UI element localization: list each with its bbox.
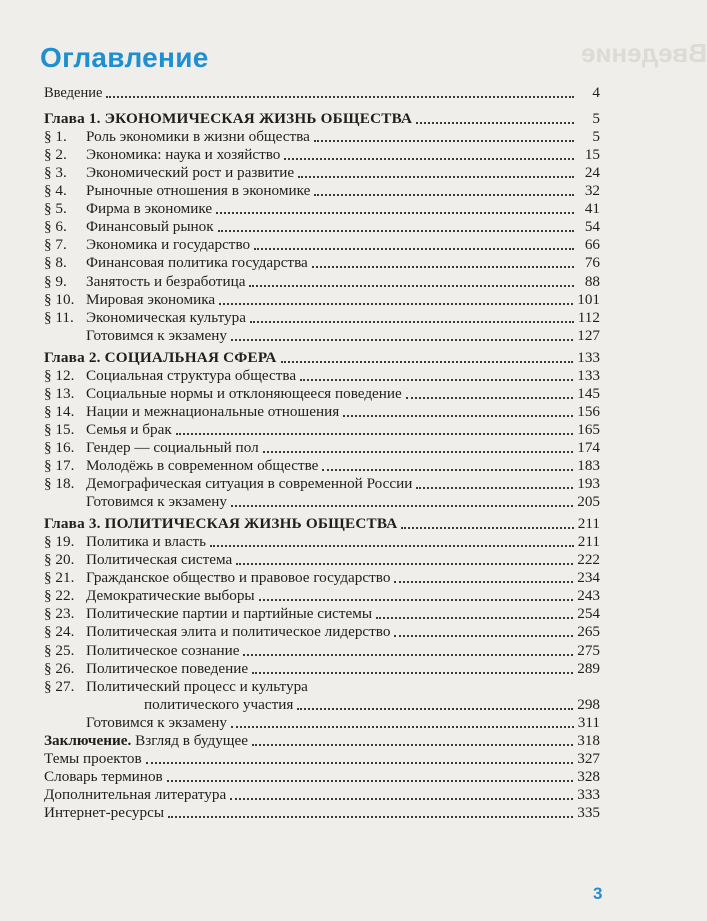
toc-entry-title-rest: Взгляд в будущее — [131, 731, 248, 749]
toc-entry — [44, 551, 600, 569]
toc-entry-page: 4 — [592, 84, 600, 101]
toc-entry-number: § 10. — [44, 290, 75, 308]
toc-entry — [44, 200, 600, 218]
toc-leader-dots — [230, 798, 573, 800]
toc-entry-number: § 26. — [44, 659, 75, 677]
toc-entry-title: Нации и межнациональные отношения — [86, 402, 340, 420]
toc-leader-dots — [322, 469, 573, 471]
toc-leader-dots — [176, 433, 573, 435]
toc-entry — [44, 273, 600, 291]
toc-entry-number: § 19. — [44, 533, 75, 551]
toc-entry-title: Глава 2. СОЦИАЛЬНАЯ СФЕРА — [44, 348, 277, 366]
toc-entry-page: 5 — [592, 110, 600, 128]
toc-entry-page: 234 — [577, 569, 600, 587]
toc-leader-dots — [252, 672, 573, 674]
toc-entry-title: Словарь терминов — [44, 767, 163, 785]
toc-entry-page: 41 — [584, 200, 600, 218]
toc-entry-page: 133 — [577, 366, 600, 384]
toc-entry-page: 243 — [577, 587, 600, 605]
toc-entry-number: § 11. — [44, 308, 74, 326]
toc-entry — [44, 439, 600, 457]
toc-entry-page: 101 — [577, 290, 600, 308]
toc-entry-number: § 8. — [44, 254, 67, 272]
toc-entry-page: 127 — [577, 326, 600, 344]
toc-entry — [44, 367, 600, 385]
toc-entry-page: 88 — [584, 272, 600, 290]
toc-entry-title: Дополнительная литература — [44, 785, 227, 803]
toc-leader-dots — [231, 339, 573, 341]
toc-entry-page: 15 — [584, 146, 600, 164]
toc-entry-number: § 1. — [44, 128, 67, 146]
toc-leader-dots — [401, 527, 573, 529]
toc-leader-dots — [281, 361, 574, 363]
toc-entry-number: § 13. — [44, 384, 75, 402]
toc-entry — [44, 385, 600, 403]
toc-entry — [44, 569, 600, 587]
toc-entry-number: § 18. — [44, 475, 75, 493]
toc-entry-page: 24 — [584, 164, 600, 182]
toc-entry-number: § 27. — [44, 677, 75, 695]
toc-entry-title: политического участия — [144, 695, 294, 713]
toc-entry-page: 211 — [577, 533, 600, 551]
toc-leader-dots — [416, 487, 573, 489]
toc-entry-number: § 6. — [44, 218, 67, 236]
toc-entry-title: Глава 3. ПОЛИТИЧЕСКАЯ ЖИЗНЬ ОБЩЕСТВА — [44, 515, 398, 533]
toc-entry-page: 328 — [577, 767, 600, 785]
toc-leader-dots — [106, 96, 574, 98]
toc-entry-page: 5 — [592, 128, 600, 146]
toc-leader-dots — [297, 708, 573, 710]
toc-leader-dots — [236, 563, 573, 565]
toc-leader-dots — [314, 194, 574, 196]
toc-entry-page: 298 — [577, 695, 600, 713]
toc-entry-title: Экономическая культура — [86, 308, 246, 326]
toc-entry-page: 254 — [577, 605, 600, 623]
toc-entry-page: 174 — [577, 438, 600, 456]
toc-leader-dots — [231, 505, 573, 507]
toc-leader-dots — [167, 780, 574, 782]
toc-leader-dots — [394, 635, 573, 637]
toc-entry-title: Демографическая ситуация в современной России — [86, 475, 413, 493]
toc-leader-dots — [263, 451, 574, 453]
toc-entry-title: Гендер — социальный пол — [86, 438, 259, 456]
toc-leader-dots — [210, 545, 574, 547]
toc-entry — [44, 84, 600, 102]
toc-entry-number: § 2. — [44, 146, 67, 164]
toc-entry-title: Экономический рост и развитие — [86, 164, 295, 182]
toc-entry-page: 289 — [577, 659, 600, 677]
toc-entry — [44, 587, 600, 605]
toc-entry-page: 133 — [577, 348, 600, 366]
toc-leader-dots — [284, 158, 574, 160]
toc-entry-number: § 4. — [44, 182, 67, 200]
toc-entry — [44, 236, 600, 254]
toc-entry-page: 145 — [577, 384, 600, 402]
toc-entry-number: § 22. — [44, 587, 75, 605]
toc-entry-title: Социальные нормы и отклоняющееся поведение — [86, 384, 402, 402]
toc-entry-page: 32 — [584, 182, 600, 200]
toc-leader-dots — [249, 285, 574, 287]
toc-leader-dots — [312, 266, 574, 268]
page-title: Оглавление — [40, 42, 209, 73]
toc-entry-title: Интернет-ресурсы — [44, 803, 165, 821]
toc-entry — [44, 182, 600, 200]
toc-entry-page: 275 — [577, 641, 600, 659]
toc-entry — [44, 110, 600, 128]
toc-leader-dots — [416, 122, 574, 124]
page-number: 3 — [593, 884, 603, 903]
toc-leader-dots — [343, 415, 573, 417]
toc-entry-title: Молодёжь в современном обществе — [86, 457, 319, 474]
toc-entry — [44, 660, 600, 678]
toc-entry-number: § 17. — [44, 457, 75, 474]
toc-leader-dots — [376, 617, 573, 619]
toc-entry — [44, 164, 600, 182]
toc-entry — [44, 493, 600, 511]
toc-entry-number: § 15. — [44, 420, 75, 438]
toc-leader-dots — [218, 230, 574, 232]
toc-entry — [44, 291, 600, 309]
toc-entry-page: 265 — [577, 623, 600, 641]
toc-entry-page: 333 — [577, 785, 600, 803]
toc-entry-page: 156 — [577, 402, 600, 420]
toc-entry-title: Глава 1. ЭКОНОМИЧЕСКАЯ ЖИЗНЬ ОБЩЕСТВА — [44, 110, 413, 128]
toc-entry-title: Политическая элита и политическое лидерство — [86, 623, 391, 641]
toc-leader-dots — [216, 212, 574, 214]
toc-entry — [44, 515, 600, 533]
toc-entry-number: § 24. — [44, 623, 75, 641]
toc-entry — [44, 421, 600, 439]
toc-entry-page: 112 — [577, 308, 600, 326]
toc-entry — [44, 714, 600, 732]
toc-leader-dots — [146, 762, 574, 764]
toc-entry-number: § 21. — [44, 569, 75, 587]
toc-entry — [44, 750, 600, 768]
toc-entry — [44, 218, 600, 236]
toc-entry-number: § 16. — [44, 438, 75, 456]
toc-entry — [44, 696, 600, 714]
toc-entry-page: 76 — [584, 254, 600, 272]
toc-entry-number: § 12. — [44, 366, 75, 384]
toc-entry-title: Финансовая политика государства — [86, 254, 308, 272]
toc-entry-title: Политика и власть — [86, 533, 207, 551]
toc-entry-number: § 23. — [44, 605, 75, 623]
toc-entry — [44, 309, 600, 327]
toc-entry-page: 318 — [577, 731, 600, 749]
toc-leader-dots — [231, 726, 574, 728]
toc-entry — [44, 732, 600, 750]
toc-entry-title — [44, 732, 248, 750]
toc-leader-dots — [259, 599, 574, 601]
toc-entry-title: Занятость и безработица — [86, 272, 246, 290]
toc-entry-page: 193 — [577, 475, 600, 493]
toc-entry-title: Политическое сознание — [86, 641, 240, 659]
toc-entry-title: Семья и брак — [86, 420, 172, 438]
toc-entry-title: Гражданское общество и правовое государство — [86, 569, 391, 587]
toc-entry-page: 311 — [577, 713, 600, 731]
toc-entry-title: Готовимся к экзамену — [86, 493, 227, 511]
toc-leader-dots — [298, 176, 574, 178]
toc-leader-dots — [252, 744, 573, 746]
ghost-heading: Введение — [581, 38, 707, 68]
toc-entry-title: Введение — [44, 85, 103, 101]
toc-entry-number: § 25. — [44, 641, 75, 659]
toc-entry-page: 211 — [577, 515, 600, 533]
toc-entry-page: 165 — [577, 420, 600, 438]
toc-entry — [44, 146, 600, 164]
toc-entry-title: Социальная структура общества — [86, 366, 297, 384]
toc-entry — [44, 475, 600, 493]
toc-leader-dots — [394, 581, 573, 583]
toc-entry — [44, 605, 600, 623]
toc-entry — [44, 642, 600, 660]
toc-leader-dots — [300, 379, 573, 381]
toc-leader-dots — [219, 303, 573, 305]
toc-entry — [44, 786, 600, 804]
toc-entry — [44, 533, 600, 551]
toc-leader-dots — [168, 816, 573, 818]
toc-entry-title: Финансовый рынок — [86, 218, 214, 236]
toc-entry — [44, 128, 600, 146]
toc-entry-page: 66 — [584, 236, 600, 254]
toc-entry-title: Экономика: наука и хозяйство — [86, 146, 281, 164]
toc-leader-dots — [314, 140, 574, 142]
toc-entry — [44, 678, 600, 696]
toc-entry-title: Политический процесс и культура — [86, 677, 308, 695]
toc-entry-number: § 20. — [44, 551, 75, 569]
toc-leader-dots — [254, 248, 574, 250]
toc-entry-title: Политические партии и партийные системы — [86, 605, 373, 623]
toc-entry-number: § 7. — [44, 236, 67, 254]
toc-entry-page: 54 — [584, 218, 600, 236]
toc-entry-title: Роль экономики в жизни общества — [86, 128, 310, 146]
toc-leader-dots — [406, 397, 573, 399]
toc-entry-number: § 14. — [44, 402, 75, 420]
toc-entry — [44, 768, 600, 786]
toc-entry-page: 183 — [577, 457, 600, 474]
toc-entry — [44, 349, 600, 367]
toc-entry-title: Мировая экономика — [86, 290, 216, 308]
toc-entry-number: § 9. — [44, 272, 67, 290]
toc-entry — [44, 403, 600, 421]
toc-entry-page: 335 — [577, 803, 600, 821]
toc-entry-title: Политическая система — [86, 551, 233, 569]
toc-entry-page: 327 — [577, 749, 600, 767]
toc-entry-title: Готовимся к экзамену — [86, 326, 227, 344]
toc-entry — [44, 623, 600, 641]
toc-leader-dots — [243, 654, 573, 656]
toc-entry-title: Рыночные отношения в экономике — [86, 182, 311, 200]
toc-entry-title: Экономика и государство — [86, 236, 251, 254]
toc-entry-title-bold: Заключение. — [44, 731, 132, 749]
toc-entry — [44, 254, 600, 272]
toc-entry-title: Фирма в экономике — [86, 200, 213, 218]
toc-entry — [44, 457, 600, 475]
toc-entry-page: 222 — [577, 551, 600, 569]
toc-entry — [44, 327, 600, 345]
toc-leader-dots — [250, 321, 574, 323]
toc-entry-title: Демократические выборы — [86, 587, 255, 605]
toc-entry-number: § 5. — [44, 200, 67, 218]
toc-entry-title: Готовимся к экзамену — [86, 713, 227, 731]
toc-entry-page: 205 — [577, 493, 600, 511]
toc-entry-title: Политическое поведение — [86, 659, 249, 677]
toc-entry-title: Темы проектов — [44, 749, 142, 767]
toc-entry-number: § 3. — [44, 164, 67, 182]
toc-entry — [44, 804, 600, 822]
